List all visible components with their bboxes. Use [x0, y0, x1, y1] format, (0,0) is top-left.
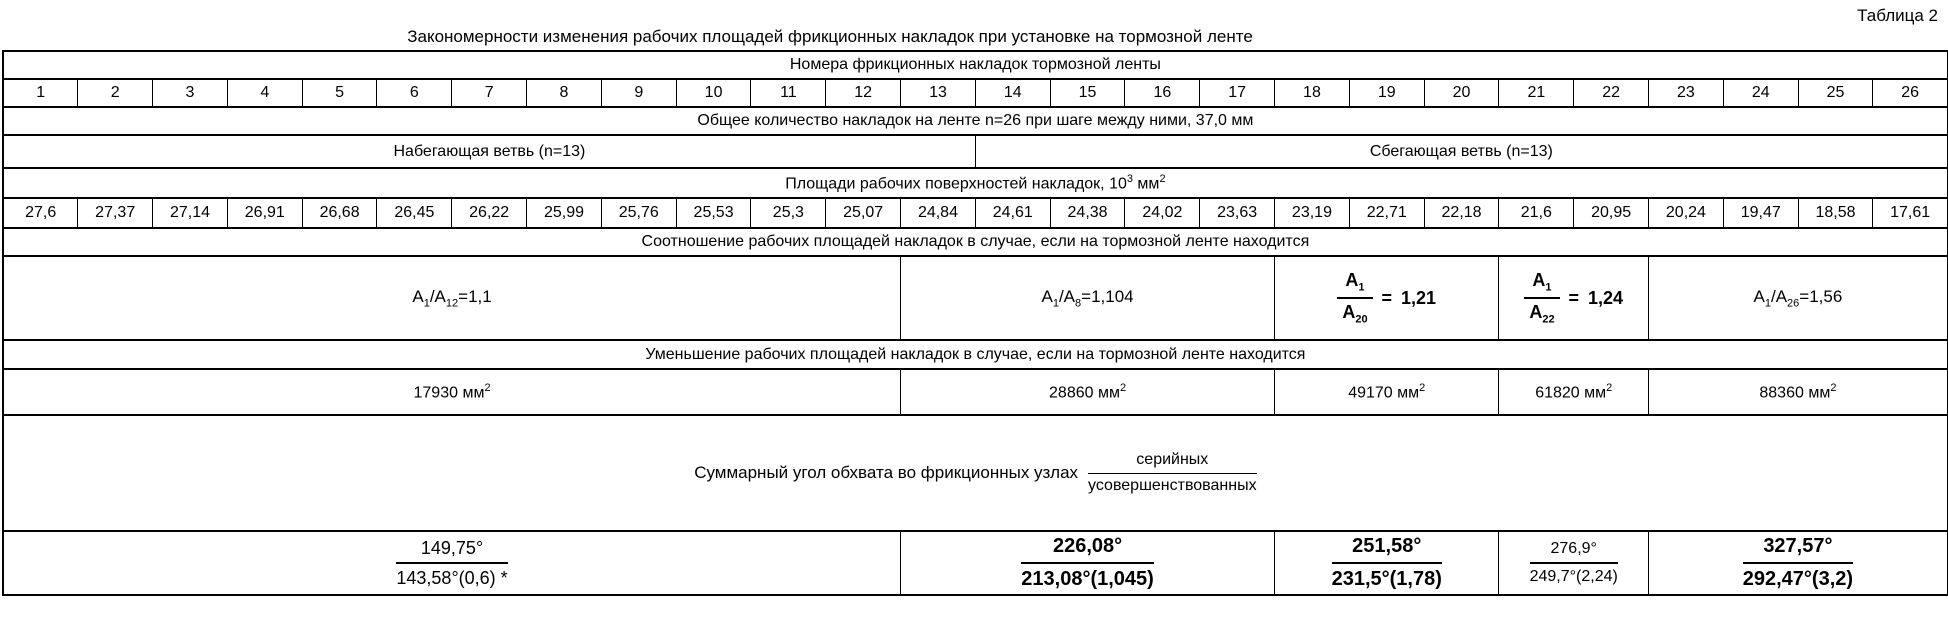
ratio-subscript: 1 — [1052, 297, 1059, 310]
angle-fraction — [1743, 534, 1853, 592]
ratio-cell-a1-a8 — [901, 256, 1275, 340]
ratio-subscript: 1 — [1545, 282, 1552, 294]
ratio-cell-a1-a22 — [1499, 256, 1649, 340]
area-value-cell: 25,53 — [676, 198, 751, 228]
row-branches — [3, 135, 1948, 168]
pad-number-cell: 10 — [676, 79, 751, 107]
row-ratio-values — [3, 256, 1948, 340]
pad-number-cell: 8 — [527, 79, 602, 107]
area-value-cell: 20,24 — [1649, 198, 1724, 228]
equals-sign: = — [1568, 287, 1580, 308]
pad-number-cell: 25 — [1798, 79, 1873, 107]
fraction-denominator: 249,7°(2,24) — [1529, 568, 1618, 585]
squared-exp: 2 — [1119, 381, 1127, 394]
area-value-cell: 25,07 — [826, 198, 901, 228]
pad-number-cell: 19 — [1349, 79, 1424, 107]
squared-exp: 2 — [1830, 381, 1837, 394]
area-value-cell: 24,02 — [1125, 198, 1200, 228]
ratio-subscript: 12 — [445, 297, 459, 310]
fraction-bar — [1337, 270, 1372, 325]
pad-number-cell: 6 — [377, 79, 452, 107]
reduction-value-cell: 88360 $мм^2$ — [1649, 369, 1948, 415]
angle-value-cell — [1499, 531, 1649, 595]
angle-value-cell — [901, 531, 1275, 595]
pad-number-cell: 21 — [1499, 79, 1574, 107]
squared-exp: 2 — [484, 381, 491, 394]
area-value-cell: 21,6 — [1499, 198, 1574, 228]
fraction-denominator: $A_{22}$ — [1529, 302, 1555, 326]
areas-header-text: Площади рабочих поверхностей накладок, 10 — [785, 175, 1127, 193]
ratio-value: 1,21 — [1401, 287, 1437, 308]
reduction-value-cell: 17930 $мм^2$ — [3, 369, 901, 415]
area-value-cell: 26,91 — [227, 198, 302, 228]
areas-header-unit: мм — [1132, 175, 1160, 193]
pad-number-cell: 1 — [3, 79, 78, 107]
fraction-numerator: $A_1$ — [1524, 270, 1559, 299]
angle-value-cell — [1649, 531, 1948, 595]
ratio-expression: $A_1/A_8=1,104$ — [1041, 286, 1134, 310]
ratio-expression: $A_1/A_{26}=1,56$ — [1753, 286, 1843, 310]
fraction-numerator: 276,9° — [1530, 539, 1618, 564]
fraction-numerator: 149,75° — [396, 537, 507, 565]
fraction-denominator: 213,08°(1,045) — [1021, 568, 1154, 590]
row-angle-header — [3, 415, 1948, 531]
row-numbers-header — [3, 51, 1948, 79]
row-ratio-header — [3, 228, 1948, 256]
ratio-subscript: 1 — [1764, 297, 1771, 310]
fraction-denominator: $A_{20}$ — [1342, 302, 1368, 326]
ratio-fraction — [1337, 270, 1436, 325]
area-value-cell: 26,68 — [302, 198, 377, 228]
outgoing-branch-cell: Сбегающая ветвь (n=13) — [975, 135, 1947, 168]
angle-header-line — [694, 450, 1256, 497]
pad-number-cell: 14 — [975, 79, 1050, 107]
ratio-subscript: 26 — [1787, 297, 1800, 310]
pad-number-cell: 26 — [1873, 79, 1948, 107]
area-value-cell: 22,71 — [1349, 198, 1424, 228]
ratio-subscript: 1 — [423, 297, 430, 310]
fraction-denominator: 143,58°(0,6) * — [396, 568, 508, 588]
table-caption-label: Таблица 2 — [1857, 6, 1938, 25]
friction-pads-table — [2, 50, 1948, 596]
fraction-numerator: 251,58° — [1332, 534, 1442, 564]
row-area-values — [3, 198, 1948, 228]
row-reduction-values — [3, 369, 1948, 415]
area-value-cell: 25,3 — [751, 198, 826, 228]
pad-number-cell: 24 — [1723, 79, 1798, 107]
fraction-numerator: серийных — [1088, 450, 1257, 474]
ratio-cell-a1-a26 — [1649, 256, 1948, 340]
row-reduction-header — [3, 340, 1948, 369]
row-pad-numbers — [3, 79, 1948, 107]
fraction-numerator: 226,08° — [1021, 534, 1154, 564]
ratio-cell-a1-a12 — [3, 256, 901, 340]
ratio-value: 1,24 — [1588, 287, 1624, 308]
angle-fraction — [1530, 539, 1618, 587]
areas-header-unit-exp: 2 — [1159, 172, 1166, 185]
fraction-numerator: $A_1$ — [1337, 270, 1372, 299]
reduction-value-cell: 61820 $мм^2$ — [1499, 369, 1649, 415]
ratio-cell-a1-a20 — [1275, 256, 1499, 340]
pad-number-cell: 2 — [78, 79, 153, 107]
angle-fraction — [1332, 534, 1442, 592]
areas-header-cell — [3, 168, 1948, 198]
area-value-cell: 26,22 — [452, 198, 527, 228]
area-value-cell: 25,76 — [601, 198, 676, 228]
reduction-value-cell: 49170 $мм^2$ — [1275, 369, 1499, 415]
serial-improved-fraction — [1088, 450, 1257, 497]
total-count-cell: Общее количество накладок на ленте n=26 при шаге между ними, 37,0 мм — [3, 107, 1948, 135]
pad-number-cell: 7 — [452, 79, 527, 107]
area-value-cell: 24,84 — [901, 198, 976, 228]
table-title: Закономерности изменения рабочих площадей фрикционных накладок при установке на тормозной ленте — [407, 27, 1253, 46]
numbers-header-cell: Номера фрикционных накладок тормозной ленты — [3, 51, 1948, 79]
area-value-cell: 18,58 — [1798, 198, 1873, 228]
pad-number-cell: 13 — [901, 79, 976, 107]
ratio-expression: $A_1/A_{12}=1,1$ — [412, 286, 492, 310]
area-value-cell: 27,14 — [153, 198, 228, 228]
pad-number-cell: 3 — [153, 79, 228, 107]
pad-number-cell: 11 — [751, 79, 826, 107]
angle-value-cell — [3, 531, 901, 595]
fraction-denominator: усовершенствованных — [1088, 476, 1257, 494]
pad-number-cell: 18 — [1275, 79, 1350, 107]
area-value-cell: 17,61 — [1873, 198, 1948, 228]
pad-number-cell: 15 — [1050, 79, 1125, 107]
pad-number-cell: 17 — [1200, 79, 1275, 107]
angle-fraction — [396, 537, 507, 590]
ratio-subscript: 8 — [1075, 297, 1082, 310]
incoming-branch-cell: Набегающая ветвь (n=13) — [3, 135, 975, 168]
area-value-cell: 22,18 — [1424, 198, 1499, 228]
area-value-cell: 23,63 — [1200, 198, 1275, 228]
pad-number-cell: 9 — [601, 79, 676, 107]
reduction-header-cell: Уменьшение рабочих площадей накладок в случае, если на тормозной ленте находится — [3, 340, 1948, 369]
equals-sign: = — [1381, 287, 1393, 308]
pad-number-cell: 5 — [302, 79, 377, 107]
fraction-denominator: 231,5°(1,78) — [1331, 568, 1442, 590]
pad-number-cell: 16 — [1125, 79, 1200, 107]
row-total-count — [3, 107, 1948, 135]
area-value-cell: 26,45 — [377, 198, 452, 228]
area-value-cell: 25,99 — [527, 198, 602, 228]
row-angle-values — [3, 531, 1948, 595]
reduction-value-cell: 28860 $мм^2$ — [901, 369, 1275, 415]
angle-header-cell — [3, 415, 1948, 531]
area-value-cell: 24,38 — [1050, 198, 1125, 228]
pad-number-cell: 12 — [826, 79, 901, 107]
squared-exp: 2 — [1606, 381, 1613, 394]
angle-value-cell — [1275, 531, 1499, 595]
ratio-header-cell: Соотношение рабочих площадей накладок в случае, если на тормозной ленте находится — [3, 228, 1948, 256]
pad-number-cell: 23 — [1649, 79, 1724, 107]
fraction-denominator: 292,47°(3,2) — [1742, 568, 1854, 590]
pad-number-cell: 4 — [227, 79, 302, 107]
pad-number-cell: 22 — [1574, 79, 1649, 107]
area-value-cell: 27,37 — [78, 198, 153, 228]
area-value-cell: 23,19 — [1275, 198, 1350, 228]
angle-header-text: Суммарный угол обхвата во фрикционных узлах — [694, 463, 1079, 482]
pad-number-cell: 20 — [1424, 79, 1499, 107]
fraction-bar — [1524, 270, 1559, 325]
area-value-cell: 27,6 — [3, 198, 78, 228]
ratio-subscript: 1 — [1358, 282, 1365, 294]
squared-exp: 2 — [1419, 381, 1426, 394]
ratio-subscript: 22 — [1542, 313, 1555, 326]
area-value-cell: 20,95 — [1574, 198, 1649, 228]
fraction-numerator: 327,57° — [1743, 534, 1853, 564]
ratio-fraction — [1524, 270, 1623, 325]
ratio-subscript: 20 — [1355, 313, 1368, 326]
row-areas-header — [3, 168, 1948, 198]
areas-header-exp: 3 — [1126, 172, 1133, 185]
area-value-cell: 19,47 — [1723, 198, 1798, 228]
angle-fraction — [1021, 534, 1154, 592]
area-value-cell: 24,61 — [975, 198, 1050, 228]
